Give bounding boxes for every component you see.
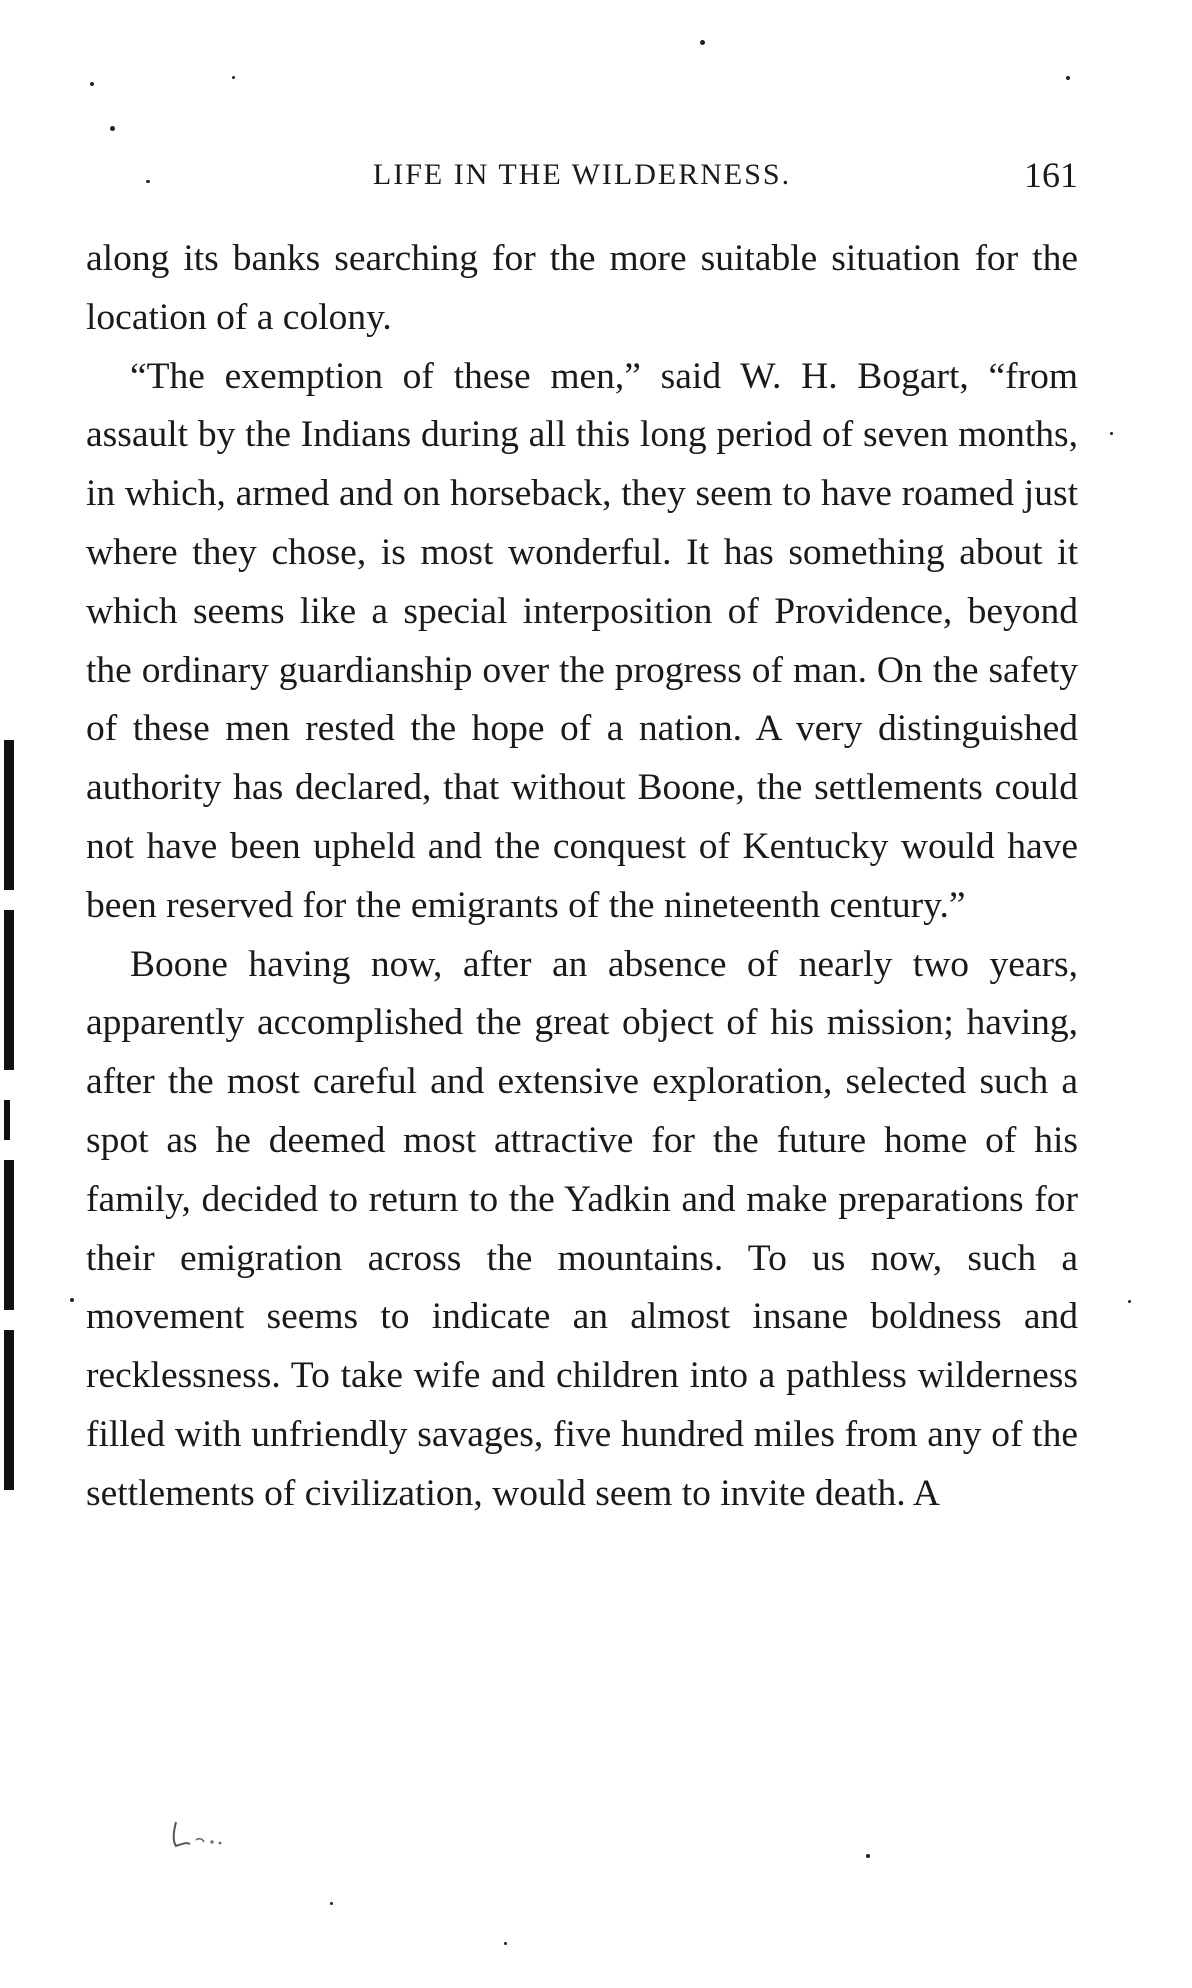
scan-speck [1066, 76, 1070, 80]
scan-speck [700, 40, 705, 45]
scan-speck [90, 82, 94, 86]
paragraph-boone-return: Boone having now, after an absence of nearly two years, apparently accomplished the great object of his mission; having, after the most careful and extensive exploration, selected such a spot as he deemed most attractive for the future home of his family, decided to return to the Yadkin and make preparations for their emigration across the mountains. To us now, such a movement seems to indicate an almost insane boldness and recklessness. To take wife and children into a pathless wilderness filled with unfriendly savages, five hundred miles from any of the settlements of civilization, would seem to invite death. A [86, 943, 1078, 1514]
handwritten-mark [168, 1816, 248, 1856]
paragraph-bogart-quote: “The exemption of these men,” said W. H. Bogart, “from assault by the Indians during all this long period of seven months, in which, armed and on horseback, they seem to have roamed just where they chose, is most wonderful. It has something about it which seems like a special interposition of Providence, beyond the ordinary guardianship over the progress of man. On the safety of these men rested the hope of a nation. A very distinguished authority has declared, that without Boone, the settlements could not have been upheld and the conquest of Kentucky would have been reserved for the emigrants of the nineteenth century.” [86, 355, 1078, 926]
body-text [86, 230, 1078, 1524]
binding-shadow [4, 1100, 10, 1140]
scan-speck [110, 126, 115, 131]
binding-shadow [4, 1330, 14, 1490]
binding-shadow [4, 1160, 14, 1310]
scan-speck [70, 1298, 74, 1302]
page-number: 161 [1024, 155, 1078, 195]
running-title: LIFE IN THE WILDERNESS. [372, 158, 792, 191]
scan-speck [1110, 432, 1113, 435]
scan-speck [330, 1902, 333, 1905]
paragraph-continued: along its banks searching for the more suitable situation for the location of a colony. [86, 238, 1078, 338]
scan-speck [1128, 1300, 1131, 1303]
scan-speck [146, 180, 150, 183]
binding-shadow [4, 910, 14, 1070]
scan-speck [504, 1942, 507, 1945]
binding-shadow [4, 740, 14, 890]
running-head [86, 152, 1078, 202]
scan-speck [866, 1854, 870, 1858]
scan-speck [232, 76, 235, 79]
